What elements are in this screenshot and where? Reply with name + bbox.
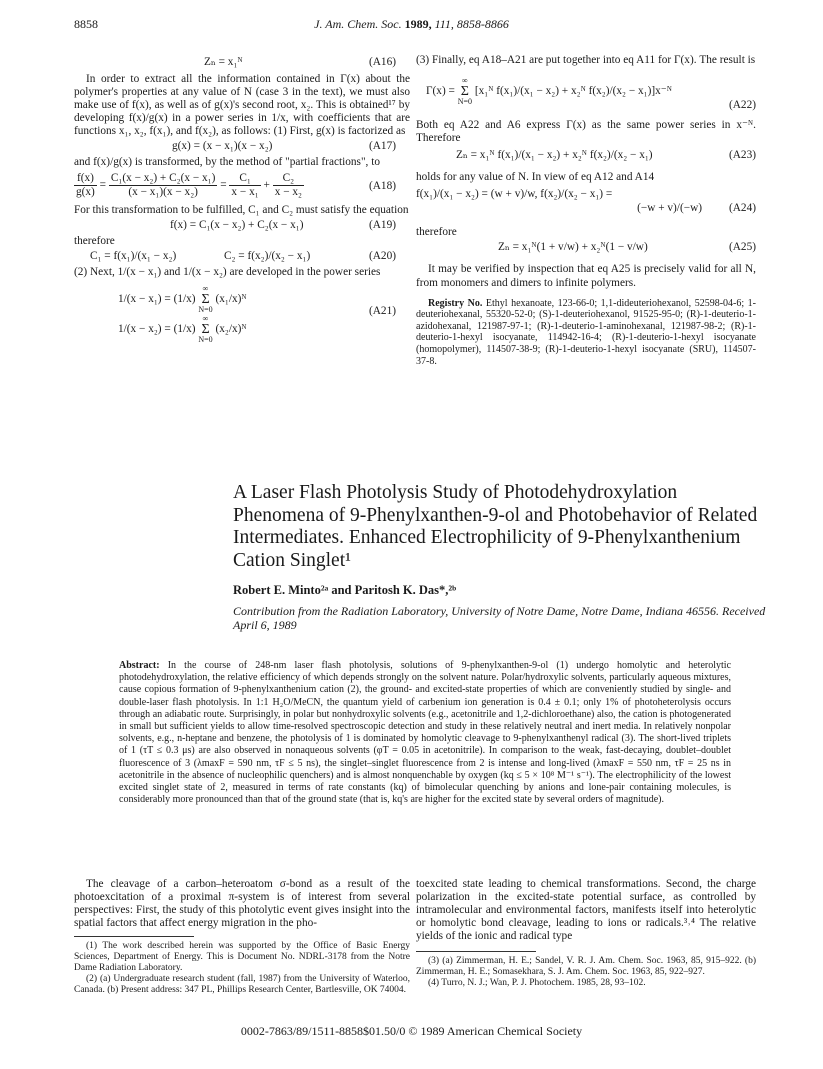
equation-a24: f(x₁)/(x₁ − x₂) = (w + v)/w, f(x₂)/(x₂ − x₁) = (−w + v)/(−w) (A24) <box>416 188 756 215</box>
footnotes-left <box>74 941 410 996</box>
footnote: (1) The work described herein was supported by the Office of Basic Energy Sciences, Department of Energy. This is Document No. NDRL-3178 from the Notre Dame Radiation Laboratory. <box>74 941 410 973</box>
paragraph: therefore <box>416 226 457 239</box>
paragraph: It may be verified by inspection that eq A25 is precisely valid for all N, from monomers and dimers to infinite polymers. <box>416 263 756 289</box>
copyright-footer: 0002-7863/89/1511-8858$01.50/0 © 1989 American Chemical Society <box>240 1024 583 1038</box>
affiliation: Contribution from the Radiation Laboratory, University of Notre Dame, Notre Dame, Indiana 46556. Received April 6, 1989 <box>233 604 766 632</box>
paragraph: Both eq A22 and A6 express Γ(x) as the same power series in x⁻ᴺ. Therefore <box>416 119 756 145</box>
paragraph: holds for any value of N. In view of eq A12 and A14 <box>416 171 655 184</box>
equation-a20: C₁ = f(x₁)/(x₁ − x₂) C₂ = f(x₂)/(x₂ − x₁) (A20) <box>90 249 396 262</box>
equation-a25: Zₙ = x₁ᴺ(1 + v/w) + x₂ᴺ(1 − v/w) (A25) <box>498 241 756 254</box>
abstract: Abstract: In the course of 248-nm laser flash photolysis, solutions of 9-phenylxanthen-9-ol (1) undergo homolytic and heterolytic photodehydroxylation, the relative efficiency of which depends strongly on the solvent nature. Polar/hydroxylic solvents, particularly aqueous mixtures, cause copious formation of 9-phenylxanthenium cation (2), the ground- and excited-state properties of which are conveniently studied by single- and double-laser flash photolysis. In 1:1 H₂O/MeCN, the quantum yield of carbenium ion generation is 0.4 ± 0.1; only 1% of photoheterolysis occurs through an adiabatic route. Surprisingly, in polar but nonhydroxylic solvents (e.g., acetonitrile and 1,2-dichloroethane) also, the cation is photogenerated in small but sufficient yields to allow time-resolved spectroscopic detection and study in these relatively neutral and inert media. In relatively nonpolar solvents, e.g., n-heptane and benzene, the photolysis of 1 is dominated by homolytic cleavage to 9-phenylxanthenyl radical (3). The short-lived triplets of 1 (τT ≤ 0.3 μs) are also observed in nonaqueous solvents (φT = 0.05 in acetonitrile). In comparison to the weak, fast-decaying, doublet–doublet fluorescence of 3 (λmaxF = 590 nm, τF ≤ 5 ns), the singlet–singlet fluorescence from 2 is intense and long-lived (λmaxF = 550 nm, τF = 25 ns in acetonitrile in the absence of nucleophilic quenchers) and is almost nonquenchable by oxygen (kq ≤ 5 × 10⁸ M⁻¹ s⁻¹). The electrophilicity of the lowest excited singlet state of 2, measured in terms of rate constants (kq) of bimolecular quenching by anions and lone-pair containing molecules, is considerably more pronounced than that of the ground state (that is, kq's are higher for the excited state by several orders of magnitude). <box>119 660 732 806</box>
article-title: A Laser Flash Photolysis Study of Photodehydroxylation Phenomena of 9-Phenylxanthen-9-ol and Photobehavior of Related Intermediates. Enhanced Electrophilicity of 9-Phenylxanthenium Cation Singlet¹ <box>233 482 758 571</box>
paragraph: (3) Finally, eq A18–A21 are put together into eq A11 for Γ(x). The result is <box>416 54 756 66</box>
running-header <box>0 18 823 34</box>
footnote: (2) (a) Undergraduate research student (fall, 1987) from the University of Waterloo, Canada. (b) Present address: 347 PL, Phillips Research Center, Bartlesville, OK 74004. <box>74 974 410 995</box>
paragraph: toexcited state leading to chemical transformations. Second, the charge polarization in the excited-state potential surface, as controlled by intramolecular and environmental factors, manifests itself into heterolytic or homolytic bond cleavage, leading to ions or radicals.³˒⁴ The relative yields of the ionic and radical type <box>416 878 756 943</box>
journal-name: J. Am. Chem. Soc. <box>314 17 402 31</box>
registry-numbers: Registry No. Ethyl hexanoate, 123-66-0; 1,1-dideuteriohexanol, 52598-04-6; 1-deuteriohexanal, 55320-52-0; (S)-1-deuteriohexanol, 91525-95-0; (R)-1-deuterio-1-azidohexanal, 121987-97-1; (R)-1-deuterio-1-aminohexanal, 121987-98-2; (R)-1-deuterio-1-hexyl isocyanate, 114942-16-4; (R)-1-deuterio-1-hexyl isocyanate (homopolymer), 114507-38-9; (R)-1-deuterio-1-hexyl isocyanate (SRU), 114507-37-8. <box>416 297 757 367</box>
right-column <box>416 54 756 367</box>
equation-a22: Γ(x) = ∞ Σ N=0 [x₁ᴺ f(x₁)/(x₁ − x₂) + x₂ᴺ f(x₂)/(x₂ − x₁)]x⁻ᴺ (A22) <box>426 76 756 112</box>
journal-year: 1989, <box>404 17 432 31</box>
footnote: (4) Turro, N. J.; Wan, P. J. Photochem. 1985, 28, 93–102. <box>428 978 646 988</box>
paragraph: For this transformation to be fulfilled, C₁ and C₂ must satisfy the equation <box>74 203 409 216</box>
equation-a19: f(x) = C₁(x − x₂) + C₂(x − x₁) (A19) <box>170 218 396 231</box>
paragraph: and f(x)/g(x) is transformed, by the method of "partial fractions", to <box>74 156 380 169</box>
footnote: (3) (a) Zimmerman, H. E.; Sandel, V. R. J. Am. Chem. Soc. 1963, 85, 915–922. (b) Zimmerman, H. E.; Somasekhara, S. J. Am. Chem. Soc. 1963, 85, 922–927. <box>416 956 756 977</box>
authors: Robert E. Minto²ᵃ and Paritosh K. Das*,²ᵇ <box>233 583 457 597</box>
equation-a18: $\frac{f(x)}{g(x)}$ = $\frac{\text{C₁(x − x₂) + C₂(x − x₁)}}{\text{(x − x₁)(x − x₂)}}$ = $\frac{\text{C₁}}{\text{x − x₁}}$ + $\frac{\text{C₂}}{\text{x − x₂}}$ (A18) <box>76 171 396 198</box>
journal-volume: 111, <box>434 17 454 31</box>
equation-a23: Zₙ = x₁ᴺ f(x₁)/(x₁ − x₂) + x₂ᴺ f(x₂)/(x₂ − x₁) (A23) <box>456 149 756 162</box>
footnotes-right <box>416 956 756 989</box>
paragraph: therefore <box>74 234 115 247</box>
footnote-rule <box>74 936 194 937</box>
page-number: 8858 <box>74 17 98 31</box>
footnote-rule <box>416 951 536 952</box>
equation-a21: 1/(x − x₁) = (1/x) ∞ Σ N=0 (x₁/x)ᴺ 1/(x − x₂) = (1/x) ∞ Σ N=0 (x₂/x)ᴺ (A21) <box>118 283 396 344</box>
paragraph: The cleavage of a carbon–heteroatom σ-bond as a result of the photoexcitation of a proximal π-system is of interest from several perspectives: First, the study of this photolytic event gives insight into the spatial factors that affect energy migration in the pho- <box>74 878 410 930</box>
journal-pages: 8858-8866 <box>456 17 509 31</box>
equation-a16: Zₙ = x₁ᴺ (A16) <box>204 56 396 68</box>
journal-citation <box>0 18 823 31</box>
body-right <box>416 878 756 943</box>
equation-a17: g(x) = (x − x₁)(x − x₂) (A17) <box>172 140 396 153</box>
body-left <box>74 878 410 930</box>
paragraph: (2) Next, 1/(x − x₁) and 1/(x − x₂) are developed in the power series <box>74 265 381 278</box>
paragraph: In order to extract all the information contained in Γ(x) about the polymer's properties at any value of N (case 3 in the text), we must also make use of f(x), as well as of g(x)'s second root, x₂. This is obtained¹⁷ by developing f(x)/g(x) in a power series in 1/x, with coefficients that are functions x₁, x₂, f(x₁), and f(x₂), as follows: (1) First, g(x) is factorized as <box>74 73 410 138</box>
left-column <box>74 54 410 345</box>
